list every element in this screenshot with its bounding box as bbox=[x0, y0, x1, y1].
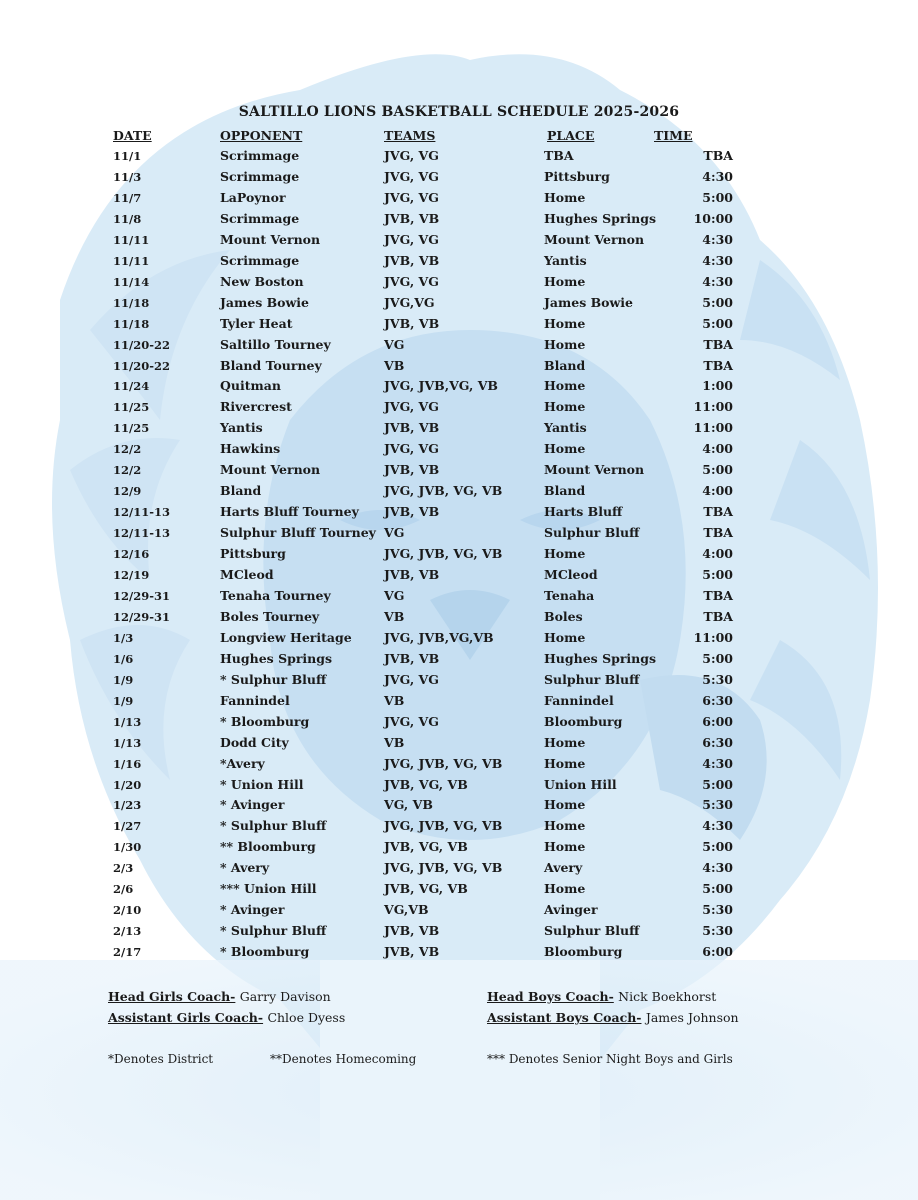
time-cell: 4:30 bbox=[702, 860, 733, 876]
date-cell: 1/23 bbox=[113, 798, 142, 813]
assistant-girls-coach-name: Chloe Dyess bbox=[267, 1010, 346, 1025]
date-cell: 1/20 bbox=[113, 777, 142, 792]
teams-cell: JVG, VG bbox=[384, 399, 439, 415]
table-row bbox=[0, 902, 918, 923]
time-cell: 1:00 bbox=[702, 378, 733, 394]
table-row bbox=[0, 274, 918, 295]
table-row bbox=[0, 818, 918, 839]
date-cell: 12/16 bbox=[113, 547, 150, 561]
place-cell: Tenaha bbox=[544, 588, 595, 603]
opponent-cell: * Avinger bbox=[220, 902, 285, 918]
opponent-cell: Scrimmage bbox=[220, 148, 300, 163]
teams-cell: JVB, VB bbox=[384, 210, 440, 226]
teams-cell: JVG, VG bbox=[384, 189, 439, 205]
table-row bbox=[0, 148, 918, 169]
place-cell: Hughes Springs bbox=[544, 210, 657, 226]
time-cell: TBA bbox=[703, 336, 733, 352]
time-cell: 4:30 bbox=[702, 818, 733, 834]
time-cell: 5:00 bbox=[702, 315, 733, 331]
date-cell: 11/11 bbox=[113, 253, 150, 268]
date-cell: 11/8 bbox=[113, 211, 142, 226]
teams-cell: JVB, VB bbox=[384, 420, 440, 436]
time-cell: TBA bbox=[703, 148, 733, 163]
date-cell: 1/6 bbox=[113, 651, 134, 666]
date-cell: 11/3 bbox=[113, 169, 142, 184]
opponent-cell: Tyler Heat bbox=[220, 315, 293, 331]
date-cell: 12/19 bbox=[113, 568, 150, 582]
time-cell: 4:00 bbox=[702, 441, 733, 457]
teams-cell: VG,VB bbox=[384, 902, 429, 918]
teams-cell: JVB, VG, VB bbox=[384, 776, 468, 792]
opponent-cell: * Bloomburg bbox=[220, 713, 310, 729]
teams-cell: JVG, JVB,VG, VB bbox=[384, 378, 498, 394]
opponent-cell: *Avery bbox=[220, 755, 265, 771]
opponent-cell: Sulphur Bluff Tourney bbox=[220, 525, 376, 541]
place-cell: Home bbox=[544, 818, 586, 834]
opponent-cell: Scrimmage bbox=[220, 210, 300, 226]
time-cell: 5:00 bbox=[702, 881, 733, 897]
date-cell: 12/11-13 bbox=[113, 526, 170, 541]
assistant-girls-coach bbox=[108, 1010, 345, 1025]
table-row bbox=[0, 777, 918, 798]
place-cell: Mount Vernon bbox=[544, 462, 645, 478]
place-cell: Bland bbox=[544, 357, 586, 373]
date-cell: 12/2 bbox=[113, 442, 142, 457]
table-row bbox=[0, 651, 918, 672]
table-row bbox=[0, 672, 918, 693]
opponent-cell: * Sulphur Bluff bbox=[220, 671, 327, 687]
note-district: *Denotes District bbox=[108, 1052, 214, 1066]
place-cell: James Bowie bbox=[544, 294, 633, 310]
teams-cell: JVG, JVB, VG, VB bbox=[384, 755, 503, 771]
time-cell: 6:30 bbox=[702, 734, 733, 750]
place-cell: Union Hill bbox=[544, 776, 617, 792]
place-cell: Avery bbox=[544, 860, 583, 876]
teams-cell: JVB, VB bbox=[384, 462, 440, 478]
opponent-cell: Quitman bbox=[220, 378, 281, 394]
header-place: PLACE bbox=[547, 128, 595, 143]
opponent-cell: James Bowie bbox=[220, 294, 309, 310]
table-row bbox=[0, 567, 918, 588]
table-row bbox=[0, 944, 918, 965]
opponent-cell: New Boston bbox=[220, 273, 304, 289]
place-cell: Bland bbox=[544, 483, 586, 499]
opponent-cell: Mount Vernon bbox=[220, 231, 321, 247]
place-cell: Boles bbox=[544, 608, 583, 624]
table-row bbox=[0, 756, 918, 777]
teams-cell: JVG, JVB,VG,VB bbox=[384, 629, 494, 645]
time-cell: 5:00 bbox=[702, 462, 733, 478]
place-cell: Home bbox=[544, 273, 586, 289]
head-boys-coach-label: Head Boys Coach- bbox=[487, 989, 614, 1004]
date-cell: 2/13 bbox=[113, 924, 142, 939]
time-cell: 5:30 bbox=[702, 671, 733, 687]
opponent-cell: Harts Bluff Tourney bbox=[220, 504, 359, 520]
opponent-cell: *** Union Hill bbox=[220, 881, 317, 897]
assistant-girls-coach-label: Assistant Girls Coach- bbox=[108, 1010, 264, 1025]
opponent-cell: * Sulphur Bluff bbox=[220, 923, 327, 939]
table-row bbox=[0, 483, 918, 504]
time-cell: TBA bbox=[703, 357, 733, 373]
opponent-cell: Longview Heritage bbox=[220, 629, 352, 645]
time-cell: TBA bbox=[703, 525, 733, 541]
time-cell: 4:30 bbox=[702, 755, 733, 771]
date-cell: 11/18 bbox=[113, 316, 150, 331]
place-cell: Yantis bbox=[544, 420, 587, 436]
teams-cell: VB bbox=[384, 692, 405, 708]
opponent-cell: Tenaha Tourney bbox=[220, 588, 331, 603]
time-cell: 4:30 bbox=[702, 252, 733, 268]
place-cell: Home bbox=[544, 546, 586, 561]
time-cell: 4:30 bbox=[702, 273, 733, 289]
time-cell: 4:00 bbox=[702, 483, 733, 499]
teams-cell: JVG, JVB, VG, VB bbox=[384, 483, 503, 499]
table-row bbox=[0, 735, 918, 756]
time-cell: 6:30 bbox=[702, 692, 733, 708]
head-boys-coach bbox=[487, 989, 716, 1004]
place-cell: Home bbox=[544, 315, 586, 331]
date-cell: 1/3 bbox=[113, 630, 134, 645]
place-cell: Harts Bluff bbox=[544, 504, 623, 520]
date-cell: 11/20-22 bbox=[113, 337, 170, 352]
time-cell: 10:00 bbox=[693, 210, 733, 226]
place-cell: Home bbox=[544, 797, 586, 813]
place-cell: Fannindel bbox=[544, 692, 614, 708]
teams-cell: VB bbox=[384, 734, 405, 750]
date-cell: 2/17 bbox=[113, 945, 142, 960]
place-cell: Home bbox=[544, 189, 586, 205]
table-row bbox=[0, 609, 918, 630]
time-cell: 5:00 bbox=[702, 839, 733, 855]
time-cell: 5:00 bbox=[702, 189, 733, 205]
teams-cell: VB bbox=[384, 608, 405, 624]
opponent-cell: * Avinger bbox=[220, 797, 285, 813]
table-row bbox=[0, 232, 918, 253]
place-cell: Bloomburg bbox=[544, 713, 623, 729]
table-row bbox=[0, 441, 918, 462]
date-cell: 12/29-31 bbox=[113, 609, 170, 624]
time-cell: 4:00 bbox=[702, 546, 733, 561]
teams-cell: VG bbox=[384, 336, 405, 352]
date-cell: 2/10 bbox=[113, 903, 142, 918]
teams-cell: JVG, VG bbox=[384, 713, 439, 729]
opponent-cell: Saltillo Tourney bbox=[220, 336, 331, 352]
table-row bbox=[0, 316, 918, 337]
table-row bbox=[0, 588, 918, 609]
header-teams: TEAMS bbox=[384, 128, 436, 143]
opponent-cell: Rivercrest bbox=[220, 399, 292, 415]
time-cell: 5:30 bbox=[702, 902, 733, 918]
opponent-cell: MCleod bbox=[220, 567, 274, 582]
time-cell: 5:30 bbox=[702, 797, 733, 813]
time-cell: 5:00 bbox=[702, 567, 733, 582]
table-row bbox=[0, 253, 918, 274]
table-row bbox=[0, 190, 918, 211]
date-cell: 1/27 bbox=[113, 819, 142, 834]
date-cell: 2/6 bbox=[113, 882, 134, 897]
teams-cell: JVB, VB bbox=[384, 650, 440, 666]
teams-cell: JVB, VB bbox=[384, 252, 440, 268]
teams-cell: JVG,VG bbox=[384, 294, 435, 310]
date-cell: 2/3 bbox=[113, 861, 134, 876]
place-cell: Bloomburg bbox=[544, 944, 623, 960]
opponent-cell: Pittsburg bbox=[220, 546, 286, 561]
place-cell: Yantis bbox=[544, 252, 587, 268]
time-cell: 5:00 bbox=[702, 294, 733, 310]
table-row bbox=[0, 295, 918, 316]
table-row bbox=[0, 881, 918, 902]
teams-cell: JVG, VG bbox=[384, 168, 439, 184]
date-cell: 1/16 bbox=[113, 756, 142, 771]
opponent-cell: Fannindel bbox=[220, 692, 290, 708]
opponent-cell: Scrimmage bbox=[220, 168, 300, 184]
head-girls-coach-label: Head Girls Coach- bbox=[108, 989, 236, 1004]
opponent-cell: ** Bloomburg bbox=[220, 839, 316, 855]
opponent-cell: Hughes Springs bbox=[220, 650, 333, 666]
date-cell: 11/25 bbox=[113, 400, 150, 415]
opponent-cell: Hawkins bbox=[220, 441, 281, 457]
time-cell: TBA bbox=[703, 608, 733, 624]
table-row bbox=[0, 797, 918, 818]
teams-cell: JVG, VG bbox=[384, 231, 439, 247]
opponent-cell: * Sulphur Bluff bbox=[220, 818, 327, 834]
table-row bbox=[0, 169, 918, 190]
page-title: SALTILLO LIONS BASKETBALL SCHEDULE 2025-2026 bbox=[238, 104, 680, 120]
place-cell: MCleod bbox=[544, 567, 598, 582]
place-cell: Home bbox=[544, 839, 586, 855]
opponent-cell: Bland Tourney bbox=[220, 357, 322, 373]
place-cell: Home bbox=[544, 441, 586, 457]
place-cell: Mount Vernon bbox=[544, 231, 645, 247]
teams-cell: JVB, VB bbox=[384, 567, 440, 582]
table-row bbox=[0, 693, 918, 714]
date-cell: 12/11-13 bbox=[113, 505, 170, 520]
place-cell: Sulphur Bluff bbox=[544, 923, 640, 939]
place-cell: Avinger bbox=[544, 902, 598, 918]
table-row bbox=[0, 546, 918, 567]
teams-cell: JVG, JVB, VG, VB bbox=[384, 546, 503, 561]
place-cell: Home bbox=[544, 399, 586, 415]
place-cell: Home bbox=[544, 881, 586, 897]
head-boys-coach-name: Nick Boekhorst bbox=[618, 989, 717, 1004]
date-cell: 1/13 bbox=[113, 735, 142, 750]
date-cell: 11/1 bbox=[113, 149, 142, 163]
date-cell: 1/9 bbox=[113, 672, 134, 687]
table-row bbox=[0, 337, 918, 358]
header-time: TIME bbox=[654, 128, 693, 143]
date-cell: 12/2 bbox=[113, 463, 142, 478]
opponent-cell: Mount Vernon bbox=[220, 462, 321, 478]
teams-cell: JVG, JVB, VG, VB bbox=[384, 818, 503, 834]
teams-cell: JVB, VB bbox=[384, 944, 440, 960]
date-cell: 11/18 bbox=[113, 295, 150, 310]
date-cell: 11/7 bbox=[113, 190, 142, 205]
date-cell: 11/20-22 bbox=[113, 358, 170, 373]
table-row bbox=[0, 378, 918, 399]
place-cell: TBA bbox=[544, 148, 574, 163]
table-row bbox=[0, 630, 918, 651]
opponent-cell: Bland bbox=[220, 483, 262, 499]
opponent-cell: * Bloomburg bbox=[220, 944, 310, 960]
opponent-cell: * Union Hill bbox=[220, 776, 304, 792]
table-row bbox=[0, 399, 918, 420]
opponent-cell: * Avery bbox=[220, 860, 270, 876]
teams-cell: VG bbox=[384, 525, 405, 541]
time-cell: 11:00 bbox=[693, 629, 733, 645]
place-cell: Sulphur Bluff bbox=[544, 525, 640, 541]
teams-cell: VB bbox=[384, 357, 405, 373]
table-row bbox=[0, 420, 918, 441]
time-cell: 5:00 bbox=[702, 650, 733, 666]
date-cell: 11/14 bbox=[113, 274, 150, 289]
place-cell: Home bbox=[544, 629, 586, 645]
table-row bbox=[0, 358, 918, 379]
teams-cell: VG bbox=[384, 588, 405, 603]
teams-cell: JVB, VB bbox=[384, 923, 440, 939]
time-cell: TBA bbox=[703, 504, 733, 520]
teams-cell: VG, VB bbox=[384, 797, 433, 813]
time-cell: 11:00 bbox=[693, 399, 733, 415]
opponent-cell: LaPoynor bbox=[220, 189, 286, 205]
date-cell: 1/30 bbox=[113, 840, 142, 855]
teams-cell: JVB, VB bbox=[384, 315, 440, 331]
date-cell: 1/13 bbox=[113, 714, 142, 729]
table-row bbox=[0, 525, 918, 546]
date-cell: 11/11 bbox=[113, 232, 150, 247]
opponent-cell: Boles Tourney bbox=[220, 608, 320, 624]
table-row bbox=[0, 860, 918, 881]
teams-cell: JVB, VB bbox=[384, 504, 440, 520]
table-row bbox=[0, 462, 918, 483]
teams-cell: JVG, JVB, VG, VB bbox=[384, 860, 503, 876]
place-cell: Home bbox=[544, 336, 586, 352]
teams-cell: JVG, VG bbox=[384, 273, 439, 289]
header-opponent: OPPONENT bbox=[220, 128, 303, 143]
header-date: DATE bbox=[113, 128, 152, 143]
note-homecoming: **Denotes Homecoming bbox=[270, 1052, 417, 1066]
head-girls-coach bbox=[108, 989, 331, 1004]
assistant-boys-coach-name: James Johnson bbox=[645, 1010, 739, 1025]
date-cell: 12/9 bbox=[113, 484, 142, 499]
teams-cell: JVB, VG, VB bbox=[384, 839, 468, 855]
date-cell: 1/9 bbox=[113, 693, 134, 708]
place-cell: Sulphur Bluff bbox=[544, 671, 640, 687]
time-cell: 5:00 bbox=[702, 776, 733, 792]
assistant-boys-coach bbox=[487, 1010, 739, 1025]
place-cell: Hughes Springs bbox=[544, 650, 657, 666]
time-cell: 4:30 bbox=[702, 168, 733, 184]
note-senior-night: *** Denotes Senior Night Boys and Girls bbox=[487, 1052, 733, 1066]
opponent-cell: Yantis bbox=[220, 420, 263, 436]
time-cell: 4:30 bbox=[702, 231, 733, 247]
table-row bbox=[0, 211, 918, 232]
place-cell: Home bbox=[544, 755, 586, 771]
date-cell: 12/29-31 bbox=[113, 589, 170, 603]
table-row bbox=[0, 504, 918, 525]
teams-cell: JVB, VG, VB bbox=[384, 881, 468, 897]
assistant-boys-coach-label: Assistant Boys Coach- bbox=[487, 1010, 642, 1025]
head-girls-coach-name: Garry Davison bbox=[239, 989, 331, 1004]
time-cell: 6:00 bbox=[702, 713, 733, 729]
place-cell: Pittsburg bbox=[544, 168, 610, 184]
teams-cell: JVG, VG bbox=[384, 671, 439, 687]
time-cell: TBA bbox=[703, 588, 733, 603]
table-row bbox=[0, 839, 918, 860]
table-row bbox=[0, 714, 918, 735]
time-cell: 11:00 bbox=[693, 420, 733, 436]
time-cell: 6:00 bbox=[702, 944, 733, 960]
opponent-cell: Dodd City bbox=[220, 734, 289, 750]
date-cell: 11/24 bbox=[113, 379, 150, 394]
place-cell: Home bbox=[544, 378, 586, 394]
time-cell: 5:30 bbox=[702, 923, 733, 939]
date-cell: 11/25 bbox=[113, 421, 150, 436]
teams-cell: JVG, VG bbox=[384, 148, 439, 163]
place-cell: Home bbox=[544, 734, 586, 750]
teams-cell: JVG, VG bbox=[384, 441, 439, 457]
opponent-cell: Scrimmage bbox=[220, 252, 300, 268]
table-row bbox=[0, 923, 918, 944]
